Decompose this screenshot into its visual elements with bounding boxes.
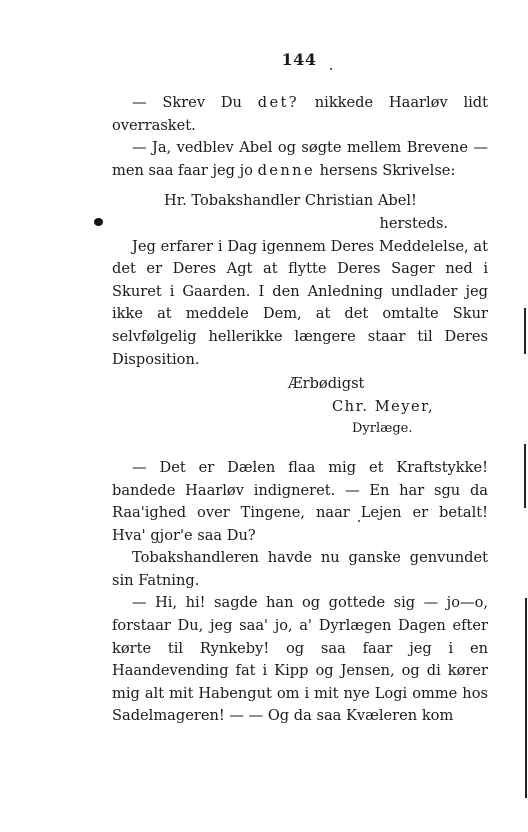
margin-line-mark	[524, 308, 526, 354]
paragraph-3: — Det er Dælen flaa mig et Kraftstykke! bandede Haarløv indigneret. — En har sgu da Raa'ighed over Tingene, naar Lejen er betalt! Hva' gjor'e saa Du?	[112, 458, 488, 544]
letter-closing: Ærbødigst	[288, 375, 365, 393]
text-run: nikkede Haarløv lidt overrasket.	[112, 94, 488, 134]
letter-signer-name: Chr. Meyer,	[332, 397, 435, 415]
letter-salutation: Hr. Tobakshandler Christian Abel!	[164, 192, 417, 210]
text-run: — Skrev Du	[132, 94, 258, 111]
paragraph-5: — Hi, hi! sagde han og gottede sig — jo—o, forstaar Du, jeg saa' jo, a' Dyrlægen Dagen efter kørte til Rynkeby! og saa faar jeg i en Haandevending fat i Kipp og Jensen, og di kører mig alt mit Habengut om i mit nye Logi omme hos Sadelmageren! — — Og da saa Kvæleren kom	[112, 594, 488, 725]
spacer	[112, 441, 488, 457]
letter-signer-title: Dyrlæge.	[352, 421, 413, 437]
page-number: 144	[281, 50, 317, 69]
ink-blot-mark	[94, 218, 103, 226]
body-text	[112, 92, 488, 728]
speck-mark	[330, 68, 332, 70]
margin-line-mark	[524, 444, 526, 508]
spaced-word: det?	[257, 94, 299, 111]
letter-body: Jeg erfarer i Dag igennem Deres Meddelelse, at det er Deres Agt at flytte Deres Sager ned i Skuret i Gaarden. I den Anledning undlader jeg ikke at meddele Dem, at det omtalte Skur selvfølgelig hellerikke længere staar til Deres Disposition.	[112, 237, 488, 368]
text-run: — Ja, vedblev Abel og søgte mellem Brevene — men saa faar jeg jo	[112, 139, 488, 179]
margin-line-mark	[525, 598, 527, 798]
text-run: hersens Skrivelse:	[314, 161, 456, 179]
paragraph-4: Tobakshandleren havde nu ganske genvundet sin Fatning.	[112, 549, 488, 589]
spaced-word: denne	[257, 161, 315, 179]
paragraph-1	[112, 92, 488, 137]
letter-location: hersteds.	[379, 214, 448, 232]
paragraph-2	[112, 137, 488, 182]
